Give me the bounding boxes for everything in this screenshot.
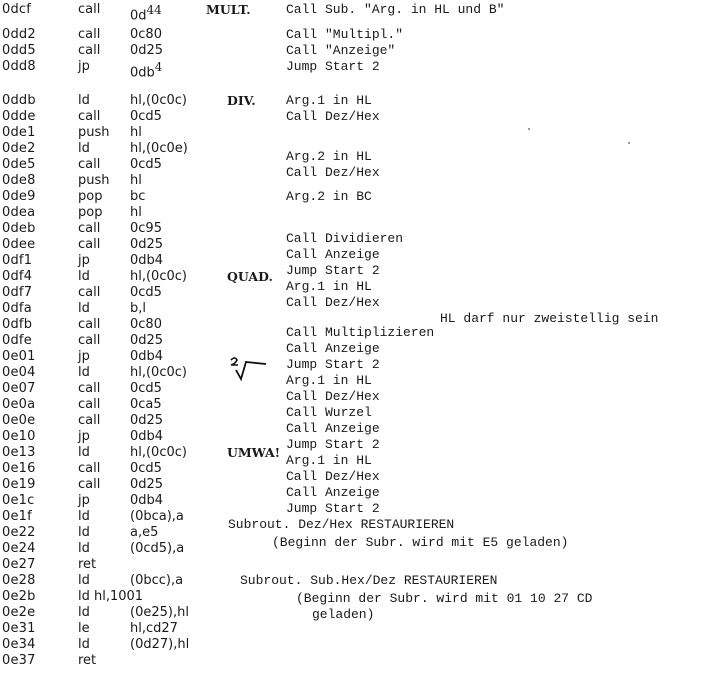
address: 0de9 (2, 189, 36, 204)
address: 0e07 (2, 381, 36, 396)
operand: 0cd5 (130, 109, 162, 124)
operand: hl,cd27 (130, 621, 178, 636)
address: 0de8 (2, 173, 36, 188)
mnemonic: call (78, 461, 101, 476)
mnemonic: ld (78, 509, 90, 524)
address: 0e34 (2, 637, 36, 652)
comment: Call Wurzel (286, 405, 372, 420)
operand: hl,(0c0e) (130, 141, 188, 156)
handwritten-digit: 44 (146, 3, 162, 17)
comment: Call Dez/Hex (286, 389, 380, 404)
mnemonic: jp (78, 59, 90, 74)
listing-line (0, 205, 720, 221)
mnemonic: call (78, 317, 101, 332)
operand: 0ca5 (130, 397, 162, 412)
mnemonic: call (78, 27, 101, 42)
mnemonic: call (78, 43, 101, 58)
address: 0dee (2, 237, 36, 252)
address: 0e16 (2, 461, 36, 476)
operand: 0db4 (130, 253, 164, 268)
operand: 0db4 (130, 493, 164, 508)
operand: (0bcc),a (130, 573, 184, 588)
operand: 0c95 (130, 221, 162, 236)
listing-line (0, 637, 720, 653)
comment: Jump Start 2 (286, 437, 380, 452)
subroutine-note: (Beginn der Subr. wird mit E5 geladen) (272, 535, 569, 550)
comment: Arg.2 in BC (286, 189, 372, 204)
routine-label: QUAD. (227, 269, 273, 284)
square-root-symbol-icon (226, 352, 270, 382)
operand: (0cd5),a (130, 541, 185, 556)
address: 0dd5 (2, 43, 36, 58)
routine-label: DIV. (227, 93, 256, 108)
mnemonic: pop (78, 189, 103, 204)
mnemonic: ret (78, 653, 97, 668)
comment: Jump Start 2 (286, 501, 380, 516)
operand: hl,(0c0c) (130, 445, 187, 460)
handwritten-digit: 4 (154, 60, 163, 74)
mnemonic: jp (78, 349, 90, 364)
address: 0e24 (2, 541, 36, 556)
comment: Call Anzeige (286, 247, 380, 262)
comment: Call Dividieren (286, 231, 404, 246)
operand: bc (130, 189, 146, 204)
address: 0e10 (2, 429, 36, 444)
mnemonic: push (78, 125, 110, 140)
subroutine-note: geladen) (312, 607, 375, 622)
address: 0e28 (2, 573, 36, 588)
mnemonic: jp (78, 429, 90, 444)
operand: (0d27),hl (130, 637, 190, 652)
address: 0e19 (2, 477, 36, 492)
listing-line (0, 125, 720, 141)
mnemonic: call (78, 397, 101, 412)
comment: Call Dez/Hex (286, 165, 380, 180)
comment: Call Dez/Hex (286, 109, 380, 124)
operand: (0e25),hl (130, 605, 189, 620)
address: 0e0a (2, 397, 36, 412)
comment: Arg.1 in HL (286, 373, 372, 388)
address: 0df7 (2, 285, 33, 300)
mnemonic: ret (78, 557, 97, 572)
comment: Call "Anzeige" (286, 43, 396, 58)
mnemonic: call (78, 2, 101, 17)
address: 0de5 (2, 157, 36, 172)
operand: 0d25 (130, 333, 164, 348)
comment: Arg.1 in HL (286, 279, 372, 294)
address: 0e01 (2, 349, 36, 364)
address: 0de2 (2, 141, 36, 156)
operand: (0bca),a (130, 509, 184, 524)
operand: 0d25 (130, 413, 164, 428)
address: 0ddb (2, 93, 36, 108)
mnemonic: ld (78, 141, 90, 156)
address: 0e13 (2, 445, 36, 460)
address: 0e37 (2, 653, 36, 668)
address: 0e2b (2, 589, 36, 604)
comment: Jump Start 2 (286, 59, 380, 74)
comment: Jump Start 2 (286, 263, 380, 278)
mnemonic: ld (78, 365, 90, 380)
operand: 0c80 (130, 317, 162, 332)
mnemonic: ld (78, 637, 90, 652)
operand: b,l (130, 301, 146, 316)
mnemonic: call (78, 477, 101, 492)
mnemonic: ld (78, 269, 90, 284)
operand: hl (130, 173, 142, 188)
mnemonic: ld (78, 93, 90, 108)
operand: 0cd5 (130, 381, 162, 396)
listing-line (0, 557, 720, 573)
routine-label: MULT. (206, 2, 251, 17)
subroutine-note: (Beginn der Subr. wird mit 01 10 27 CD (296, 591, 593, 606)
comment: Call Sub. "Arg. in HL und B" (286, 2, 505, 17)
comment: Call Anzeige (286, 341, 380, 356)
comment: Arg.1 in HL (286, 93, 372, 108)
subroutine-note: Subrout. Sub.Hex/Dez RESTAURIEREN (240, 573, 498, 588)
operand: hl (130, 125, 142, 140)
operand: hl (130, 205, 142, 220)
side-note: HL darf nur zweistellig sein (440, 311, 659, 326)
comment: Call Dez/Hex (286, 469, 380, 484)
mnemonic: pop (78, 205, 103, 220)
address: 0dd2 (2, 27, 36, 42)
listing-line (0, 541, 720, 557)
address: 0e2e (2, 605, 36, 620)
comment: Jump Start 2 (286, 357, 380, 372)
mnemonic: le (78, 621, 90, 636)
operand-text: 0db (130, 65, 155, 81)
mnemonic: call (78, 333, 101, 348)
mnemonic: call (78, 413, 101, 428)
mnemonic: ld (78, 573, 90, 588)
mnemonic: ld (78, 301, 90, 316)
operand: hl,(0c0c) (130, 365, 187, 380)
listing-line (0, 621, 720, 637)
operand (130, 2, 162, 24)
address: 0e22 (2, 525, 36, 540)
operand: 0d25 (130, 237, 164, 252)
mnemonic: jp (78, 253, 90, 268)
address: 0dde (2, 109, 36, 124)
address: 0df4 (2, 269, 33, 284)
mnemonic: call (78, 221, 101, 236)
operand: 0cd5 (130, 157, 162, 172)
mnemonic: call (78, 285, 101, 300)
comment: Call Dez/Hex (286, 295, 380, 310)
address: 0e1c (2, 493, 35, 508)
address: 0e0e (2, 413, 36, 428)
address: 0de1 (2, 125, 36, 140)
operand-text: 0d (130, 8, 147, 24)
listing-line (0, 653, 720, 669)
operand: a,e5 (130, 525, 159, 540)
scan-speck (528, 128, 530, 130)
operand: 0d25 (130, 477, 164, 492)
address: 0e04 (2, 365, 36, 380)
operand: 0c80 (130, 27, 162, 42)
operand: 0d25 (130, 43, 164, 58)
operand (130, 59, 162, 81)
comment: Arg.1 in HL (286, 453, 372, 468)
mnemonic: ld (78, 525, 90, 540)
mnemonic: call (78, 381, 101, 396)
comment: Arg.2 in HL (286, 149, 372, 164)
operand: hl,(0c0c) (130, 269, 187, 284)
address: 0dd8 (2, 59, 36, 74)
address: 0e1f (2, 509, 32, 524)
address: 0deb (2, 221, 36, 236)
address: 0dfb (2, 317, 33, 332)
address: 0df1 (2, 253, 33, 268)
subroutine-note: Subrout. Dez/Hex RESTAURIEREN (228, 517, 455, 532)
comment: Call Anzeige (286, 421, 380, 436)
address: 0dcf (2, 2, 32, 17)
mnemonic: ld (78, 605, 90, 620)
comment: Call "Multipl." (286, 27, 404, 42)
mnemonic: call (78, 157, 101, 172)
mnemonic: push (78, 173, 110, 188)
operand: 0cd5 (130, 461, 162, 476)
listing-line (0, 173, 720, 189)
mnemonic: call (78, 237, 101, 252)
operand: 0cd5 (130, 285, 162, 300)
operand: 0db4 (130, 429, 164, 444)
comment: Call Anzeige (286, 485, 380, 500)
operand: 0db4 (130, 349, 164, 364)
comment: Call Multiplizieren (286, 325, 435, 340)
operand: hl,(0c0c) (130, 93, 187, 108)
mnemonic: jp (78, 493, 90, 508)
mnemonic: ld (78, 541, 90, 556)
mnemonic: ld (78, 445, 90, 460)
mnemonic: ld hl,1001 (78, 589, 144, 604)
routine-label: UMWA! (227, 445, 281, 460)
address: 0dea (2, 205, 36, 220)
address: 0e31 (2, 621, 36, 636)
mnemonic: call (78, 109, 101, 124)
address: 0dfa (2, 301, 32, 316)
address: 0dfe (2, 333, 32, 348)
scan-speck (628, 142, 630, 144)
address: 0e27 (2, 557, 36, 572)
